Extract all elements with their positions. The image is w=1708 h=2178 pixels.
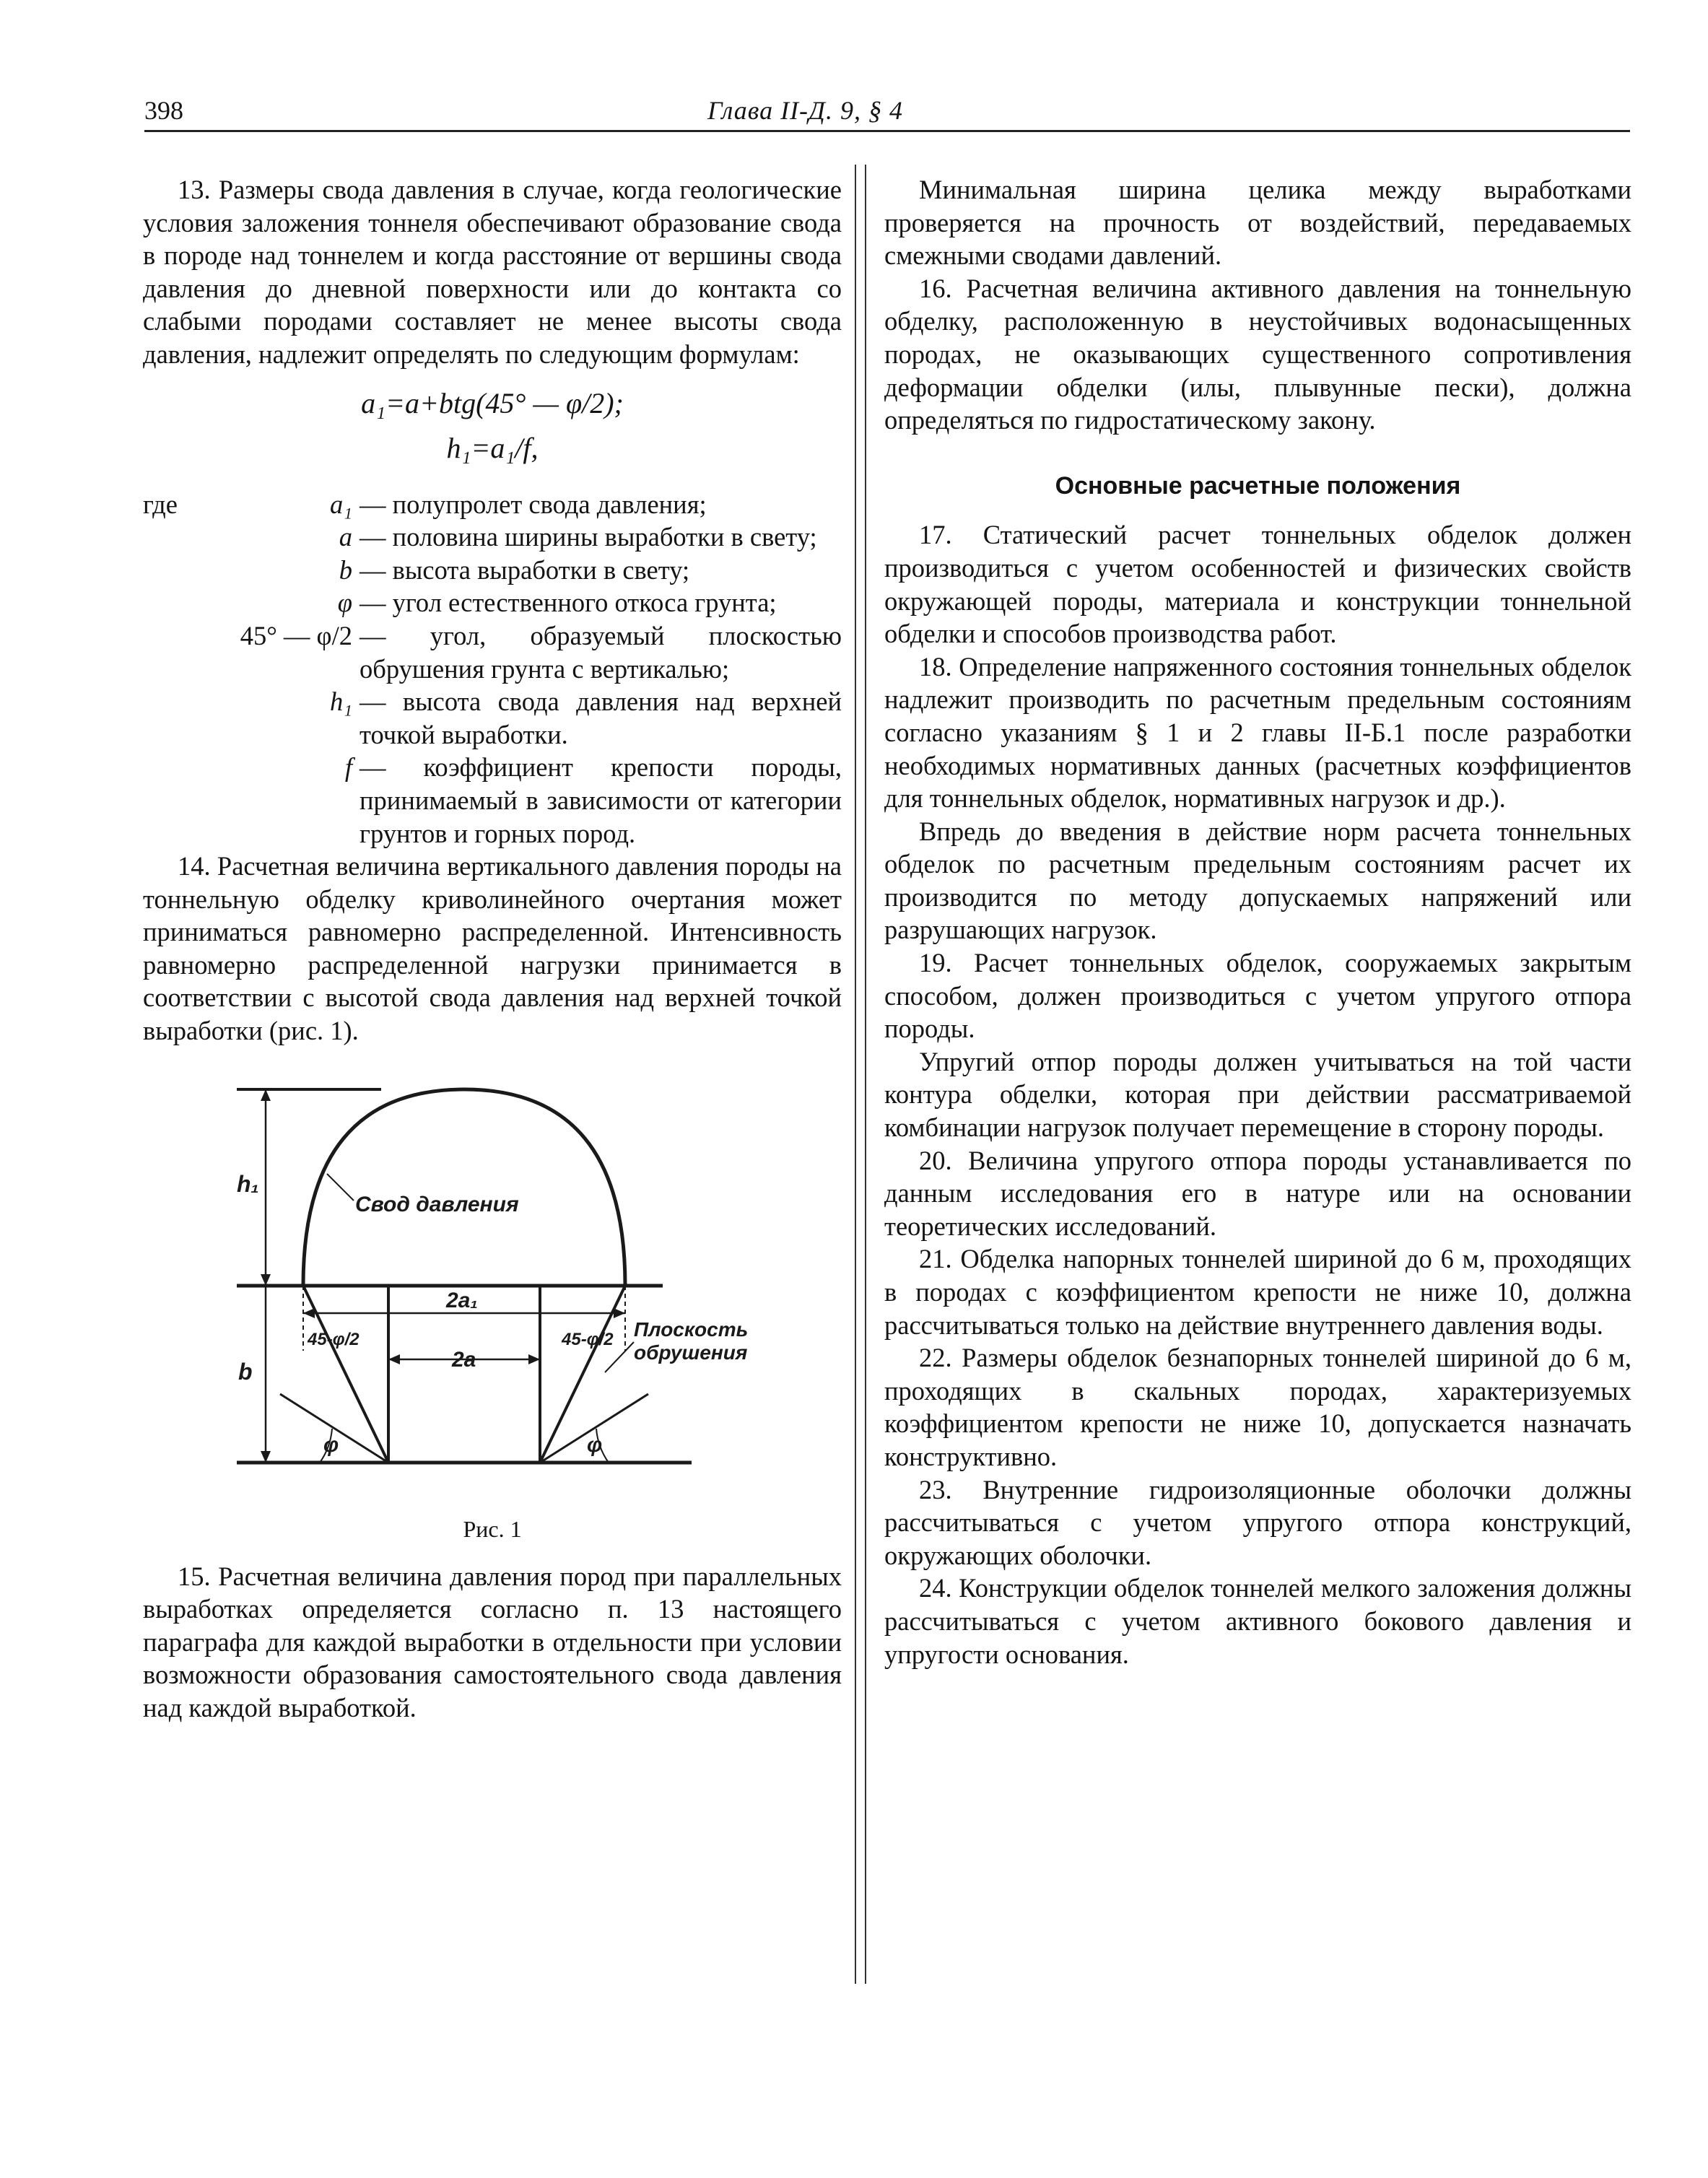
page-number: 398: [144, 96, 183, 125]
legend-desc: — высота выработки в свету;: [360, 554, 690, 585]
legend-desc: — половина ширины выработки в свету;: [360, 522, 817, 552]
paragraph-20: 20. Величина упругого отпора породы устанавливается по данным исследования его в натуре или на основании теоретических исследований.: [884, 1145, 1631, 1241]
legend-item: [143, 586, 842, 619]
arch-label: Свод давления: [355, 1192, 519, 1216]
paragraph-18b: Впредь до введения в действие норм расчета тоннельных обделок по расчетным предельным состояниям расчет их производится по методу допускаемых напряжений или разрушающих нагрузок.: [884, 816, 1631, 945]
figure-1: [143, 1076, 842, 1553]
label-2a: 2a: [452, 1347, 476, 1372]
label-phi-right: φ: [587, 1432, 603, 1457]
paragraph-22: 22. Размеры обделок безнапорных тоннелей шириной до 6 м, проходящих в скальных породах, характеризуемых коэффициентом крепости не ниже 10, допускается назначать конструктивно.: [884, 1343, 1631, 1471]
paragraph-17: 17. Статический расчет тоннельных обделок должен производиться с учетом особенностей и физических свойств окружающей породы, материала и конструкции тоннельной обделки и способов производства работ.: [884, 520, 1631, 649]
legend-desc: — полупролет свода давления;: [360, 489, 707, 519]
legend-symbol: a: [339, 522, 352, 552]
legend-symbol: f: [344, 752, 352, 783]
legend-symbol: b: [339, 554, 352, 585]
legend-item: [143, 619, 842, 685]
paragraph-23: 23. Внутренние гидроизоляционные оболочки должны рассчитываться с учетом упругого отпора конструкций, окружающих оболочки.: [884, 1474, 1631, 1570]
legend-desc: — угол естественного откоса грунта;: [360, 588, 777, 618]
figure-caption: Рис. 1: [463, 1515, 522, 1542]
column-divider: [855, 165, 866, 1984]
arch-leader: [327, 1174, 354, 1201]
pressure-arch-diagram: [143, 1076, 842, 1553]
page-header: [144, 92, 1630, 132]
label-h1: h₁: [237, 1170, 259, 1197]
formula-h1: h₁=a₁/f,: [446, 431, 539, 464]
paragraph-21: 21. Обделка напорных тоннелей шириной до 6 м, проходящих в породах с коэффициентом крепости не ниже 10, должна рассчитываться только на действие внутреннего давления воды.: [884, 1244, 1631, 1340]
legend-symbol: 45° — φ/2: [240, 620, 352, 650]
paragraph-16: 16. Расчетная величина активного давления на тоннельную обделку, расположенную в неустойчивых водонасыщенных породах, не оказывающих существенного сопротивления деформации обделки (илы, плывунные пески), должна определяться по гидростатическому закону.: [884, 273, 1631, 435]
section-title: Основные расчетные положения: [1055, 471, 1461, 500]
legend-item: [143, 520, 842, 554]
label-b: b: [238, 1358, 253, 1385]
plane-label-2: обрушения: [634, 1341, 748, 1364]
legend-item: [143, 554, 842, 587]
paragraph-min-width: Минимальная ширина целика между выработками проверяется на прочность от воздействий, передаваемых смежными сводами давлений.: [884, 175, 1631, 271]
paragraph-13: 13. Размеры свода давления в случае, когда геологические условия заложения тоннеля обеспечивают образование свода в породе над тоннелем и когда расстояние от вершины свода давления до дневной поверхности или до контакта со слабыми породами составляет не менее высоты свода давления, надлежит определять по следующим формулам:: [143, 175, 842, 369]
legend-item: [143, 488, 842, 521]
legend-item: [143, 685, 842, 751]
where-word: где: [143, 489, 178, 519]
legend-desc: — коэффициент крепости породы, принимаемый в зависимости от категории грунтов и горных пород.: [360, 752, 842, 848]
paragraph-19: 19. Расчет тоннельных обделок, сооружаемых закрытым способом, должен производиться с учетом упругого отпора породы.: [884, 948, 1631, 1044]
right-column: [884, 173, 1631, 1670]
legend-desc: — высота свода давления над верхней точкой выработки.: [360, 687, 842, 749]
paragraph-19b: Упругий отпор породы должен учитываться на той части контура обделки, которая при действии рассматриваемой комбинации нагрузок получает перемещение в сторону породы.: [884, 1046, 1631, 1143]
formula-a1: a₁=a+btg(45° — φ/2);: [361, 386, 624, 419]
left-column: [143, 173, 842, 1725]
paragraph-18: 18. Определение напряженного состояния тоннельных обделок надлежит производить по расчетным предельным состояниям согласно указаниям § 1 и 2 главы II-Б.1 после разработки необходимых нормативных данных (расчетных коэффициентов для тоннельных обделок, нормативных нагрузок и др.).: [884, 651, 1631, 814]
paragraph-15: 15. Расчетная величина давления пород при параллельных выработках определяется согласно п. 13 настоящего параграфа для каждой выработки в отдельности при условии возможности образования самостоятельного свода давления над каждой выработкой.: [143, 1561, 842, 1723]
legend-item: [143, 751, 842, 850]
label-phi-left: φ: [323, 1432, 339, 1457]
legend-symbol: φ: [337, 588, 352, 618]
paragraph-14: 14. Расчетная величина вертикального давления породы на тоннельную обделку криволинейного очертания может приниматься равномерно распределенной. Интенсивность равномерно распределенной нагрузки принимается в соответствии с высотой свода давления над верхней точкой выработки (рис. 1).: [143, 851, 842, 1046]
paragraph-24: 24. Конструкции обделок тоннелей мелкого заложения должны рассчитываться с учетом активного бокового давления и упругости основания.: [884, 1573, 1631, 1669]
label-angle-left: 45-φ/2: [308, 1329, 360, 1349]
label-2a1: 2a₁: [446, 1288, 478, 1312]
chapter-reference: Глава II-Д. 9, § 4: [707, 96, 903, 125]
legend-symbol: h₁: [330, 687, 352, 717]
symbol-legend: [143, 488, 842, 850]
label-angle-right: 45-φ/2: [562, 1329, 614, 1349]
legend-desc: — угол, образуемый плоскостью обрушения грунта с вертикалью;: [360, 620, 842, 684]
legend-symbol: a₁: [330, 489, 352, 519]
plane-label: Плоскость: [634, 1317, 749, 1341]
pressure-arch-curve: [303, 1089, 625, 1286]
